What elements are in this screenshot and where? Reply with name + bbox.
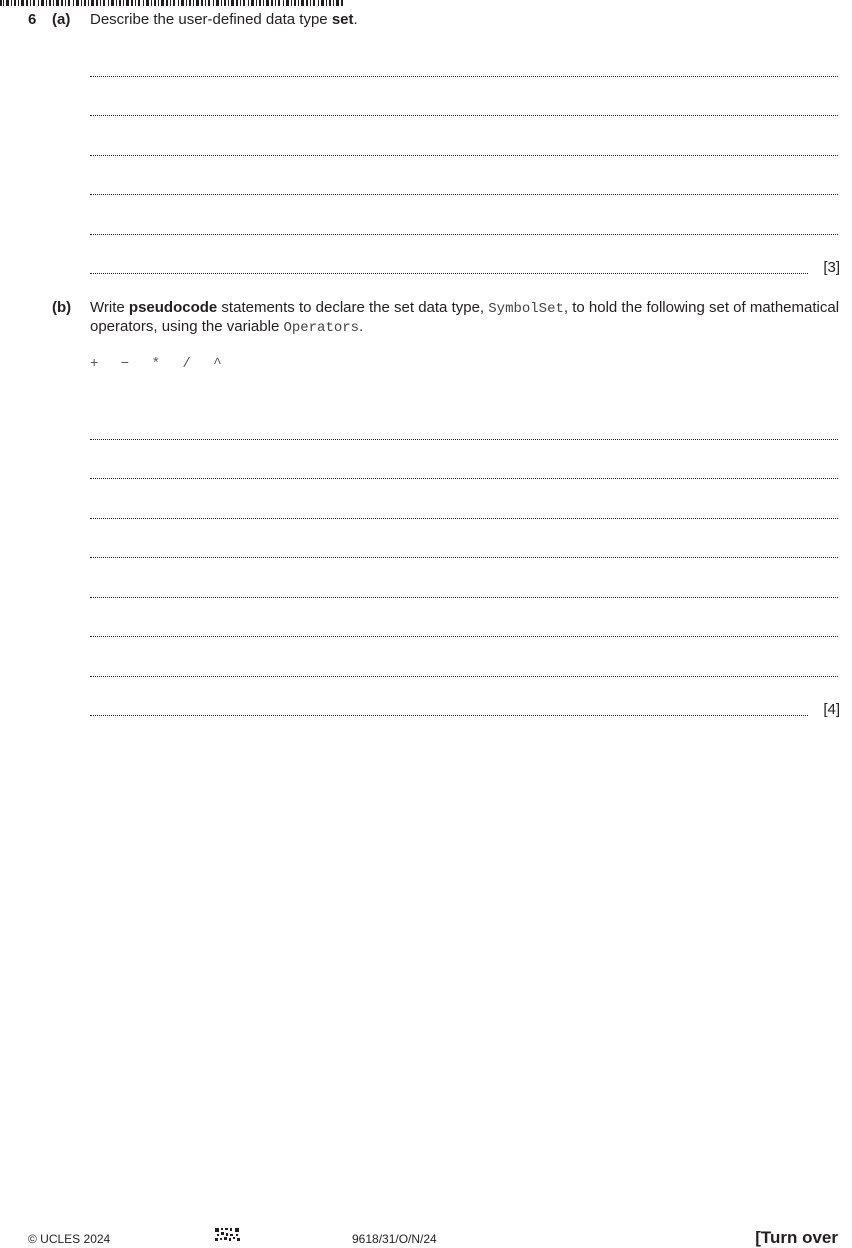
barcode-strip (0, 0, 344, 6)
part-b-prompt: Write pseudocode statements to declare the set data type, SymbolSet, to hold the following set of mathematical operators, using the variable Operators. (90, 299, 840, 336)
part-a-label: (a) (52, 11, 71, 28)
marks-b: [4] (823, 701, 840, 718)
answer-line[interactable] (90, 518, 838, 519)
answer-line[interactable] (90, 115, 838, 116)
answer-line[interactable] (90, 194, 838, 195)
answer-line[interactable] (90, 557, 838, 558)
part-b-label: (b) (52, 299, 72, 316)
part-a-prompt: Describe the user-defined data type set. (90, 11, 358, 28)
question-number: 6 (28, 11, 37, 28)
answer-line[interactable] (90, 676, 838, 677)
answer-line[interactable] (90, 234, 838, 235)
answer-line[interactable] (90, 715, 808, 716)
answer-line[interactable] (90, 439, 838, 440)
marks-a: [3] (823, 259, 840, 276)
answer-line[interactable] (90, 76, 838, 77)
answer-line[interactable] (90, 478, 838, 479)
answer-line[interactable] (90, 155, 838, 156)
turn-over: [Turn over (755, 1228, 838, 1247)
answer-line[interactable] (90, 597, 838, 598)
operator-list: + − * / ^ (90, 356, 222, 372)
footer-copyright: © UCLES 2024 (28, 1232, 111, 1246)
footer-paper-code: 9618/31/O/N/24 (352, 1232, 437, 1246)
answer-line[interactable] (90, 636, 838, 637)
answer-line[interactable] (90, 273, 808, 274)
qr-code (215, 1228, 241, 1242)
